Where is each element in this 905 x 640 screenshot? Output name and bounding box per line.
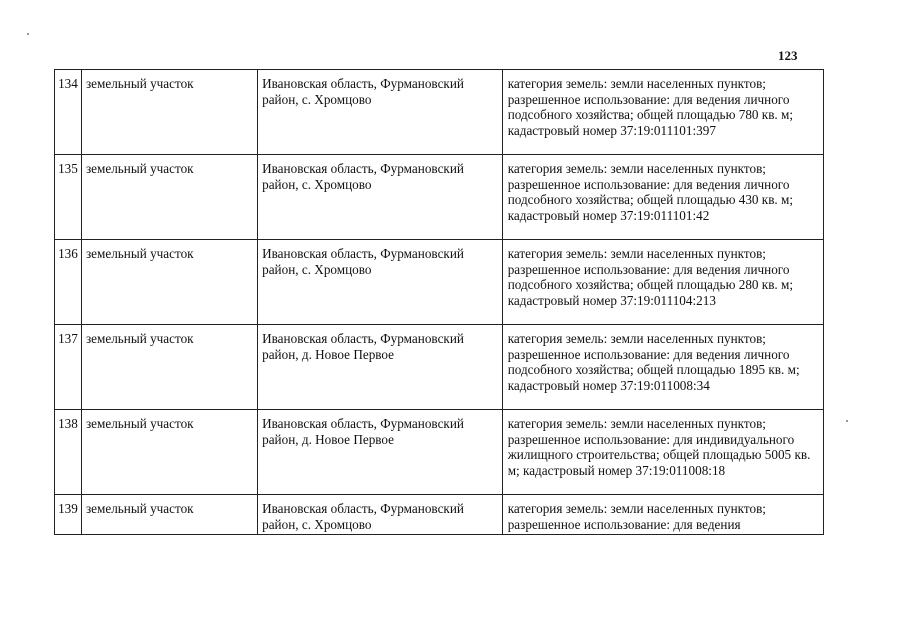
row-number: 136 [55,240,82,325]
object-type: земельный участок [81,70,257,155]
object-description: категория земель: земли населенных пунктов; разрешенное использование: для ведения [502,495,823,535]
object-description: категория земель: земли населенных пунктов; разрешенное использование: для ведения личного подсобного хозяйства; общей площадью 780 кв. м; кадастровый номер 37:19:011101:397 [502,70,823,155]
row-number: 137 [55,325,82,410]
object-type: земельный участок [81,155,257,240]
object-address: Ивановская область, Фурмановский район, с. Хромцово [258,70,503,155]
table-row [55,155,824,240]
object-address: Ивановская область, Фурмановский район, с. Хромцово [258,240,503,325]
row-number: 138 [55,410,82,495]
row-number: 134 [55,70,82,155]
object-type: земельный участок [81,240,257,325]
object-description: категория земель: земли населенных пунктов; разрешенное использование: для ведения личного подсобного хозяйства; общей площадью 1895 кв. м; кадастровый номер 37:19:011008:34 [502,325,823,410]
table-row [55,240,824,325]
table-row [55,325,824,410]
object-address: Ивановская область, Фурмановский район, с. Хромцово [258,495,503,535]
table-row [55,410,824,495]
object-description: категория земель: земли населенных пунктов; разрешенное использование: для индивидуального жилищного строительства; общей площадью 5005 кв. м; кадастровый номер 37:19:011008:18 [502,410,823,495]
object-address: Ивановская область, Фурмановский район, д. Новое Первое [258,410,503,495]
page-number: 123 [778,48,798,63]
table-row [55,70,824,155]
land-registry-table [54,69,824,535]
object-description: категория земель: земли населенных пунктов; разрешенное использование: для ведения личного подсобного хозяйства; общей площадью 430 кв. м; кадастровый номер 37:19:011101:42 [502,155,823,240]
object-address: Ивановская область, Фурмановский район, д. Новое Первое [258,325,503,410]
object-type: земельный участок [81,410,257,495]
object-type: земельный участок [81,495,257,535]
object-description: категория земель: земли населенных пунктов; разрешенное использование: для ведения личного подсобного хозяйства; общей площадью 280 кв. м; кадастровый номер 37:19:011104:213 [502,240,823,325]
object-type: земельный участок [81,325,257,410]
scan-speck [27,33,29,35]
table-row [55,495,824,535]
row-number: 139 [55,495,82,535]
row-number: 135 [55,155,82,240]
object-address: Ивановская область, Фурмановский район, с. Хромцово [258,155,503,240]
scan-speck [846,420,848,422]
